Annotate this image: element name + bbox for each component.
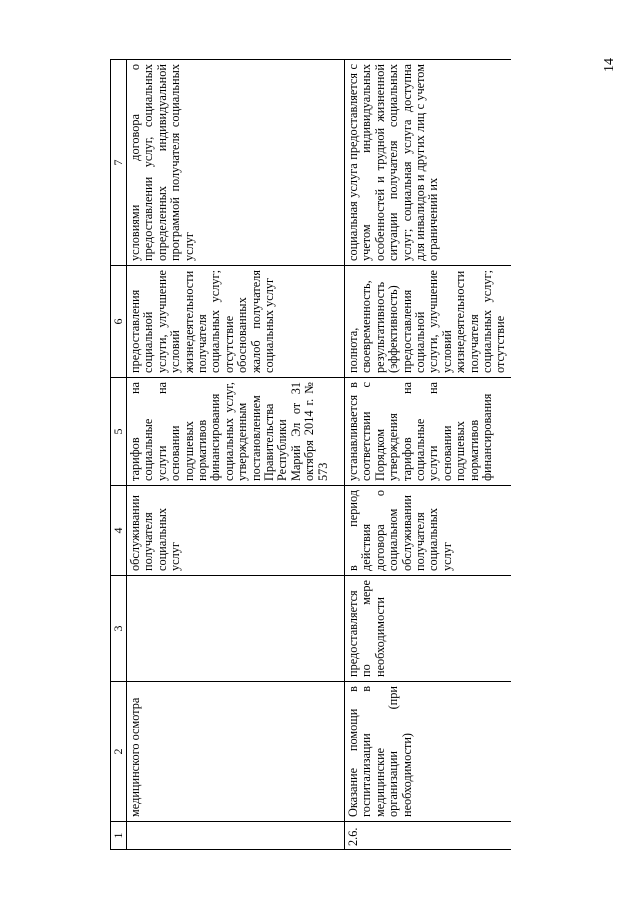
provision-period: обслуживании получателя социальных услуг (127, 486, 345, 576)
service-name: Оказание помощи в госпитализации в медицинские организации (при необходимости) (345, 682, 511, 822)
tariff-info: тарифов на социальные услуги на основании подушевых нормативов финансирования социальных услуг, утвержденным постановлением Правительства Республики Марий Эл от 31 октября 2014 г. № 573 (127, 378, 345, 486)
table-row (345, 60, 511, 850)
header-col-4: 4 (111, 486, 127, 576)
service-conditions: условиями договора о предоставлении услуг, социальных определенных индивидуальной программой получателя социальных услуг (127, 60, 345, 266)
services-table-container (110, 60, 530, 850)
quality-indicators: полнота, своевременность, результативность (эффективность) предоставления социальной услуги, улучшение условий жизнедеятельности получателя социальных услуг; отсутствие (345, 266, 511, 378)
header-row (111, 60, 127, 850)
row-number (127, 822, 345, 850)
header-col-6: 6 (111, 266, 127, 378)
header-col-3: 3 (111, 576, 127, 682)
page-number: 14 (602, 58, 617, 72)
table-row (127, 60, 345, 850)
header-col-1: 1 (111, 822, 127, 850)
row-number: 2.6. (345, 822, 511, 850)
service-name: медицинского осмотра (127, 682, 345, 822)
tariff-info: устанавливается в соответствии с Порядком утверждения тарифов на социальные услуги на основании подушевых нормативов финансирования (345, 378, 511, 486)
header-col-5: 5 (111, 378, 127, 486)
services-table (110, 59, 511, 850)
provision-terms (127, 576, 345, 682)
quality-indicators: предоставления социальной услуги, улучшение условий жизнедеятельности получателя социальных услуг; отсутствие обоснованных жалоб получателя социальных услуг (127, 266, 345, 378)
service-conditions: социальная услуга предоставляется с учетом индивидуальных особенностей и трудной жизненной ситуации получателя социальных услуг; социальная услуга доступна для инвалидов и других лиц с учетом ограничений их (345, 60, 511, 266)
header-col-7: 7 (111, 60, 127, 266)
header-col-2: 2 (111, 682, 127, 822)
provision-period: в период действия договора о социальном обслуживании получателя социальных услуг (345, 486, 511, 576)
provision-terms: предоставляется по мере необходимости (345, 576, 511, 682)
